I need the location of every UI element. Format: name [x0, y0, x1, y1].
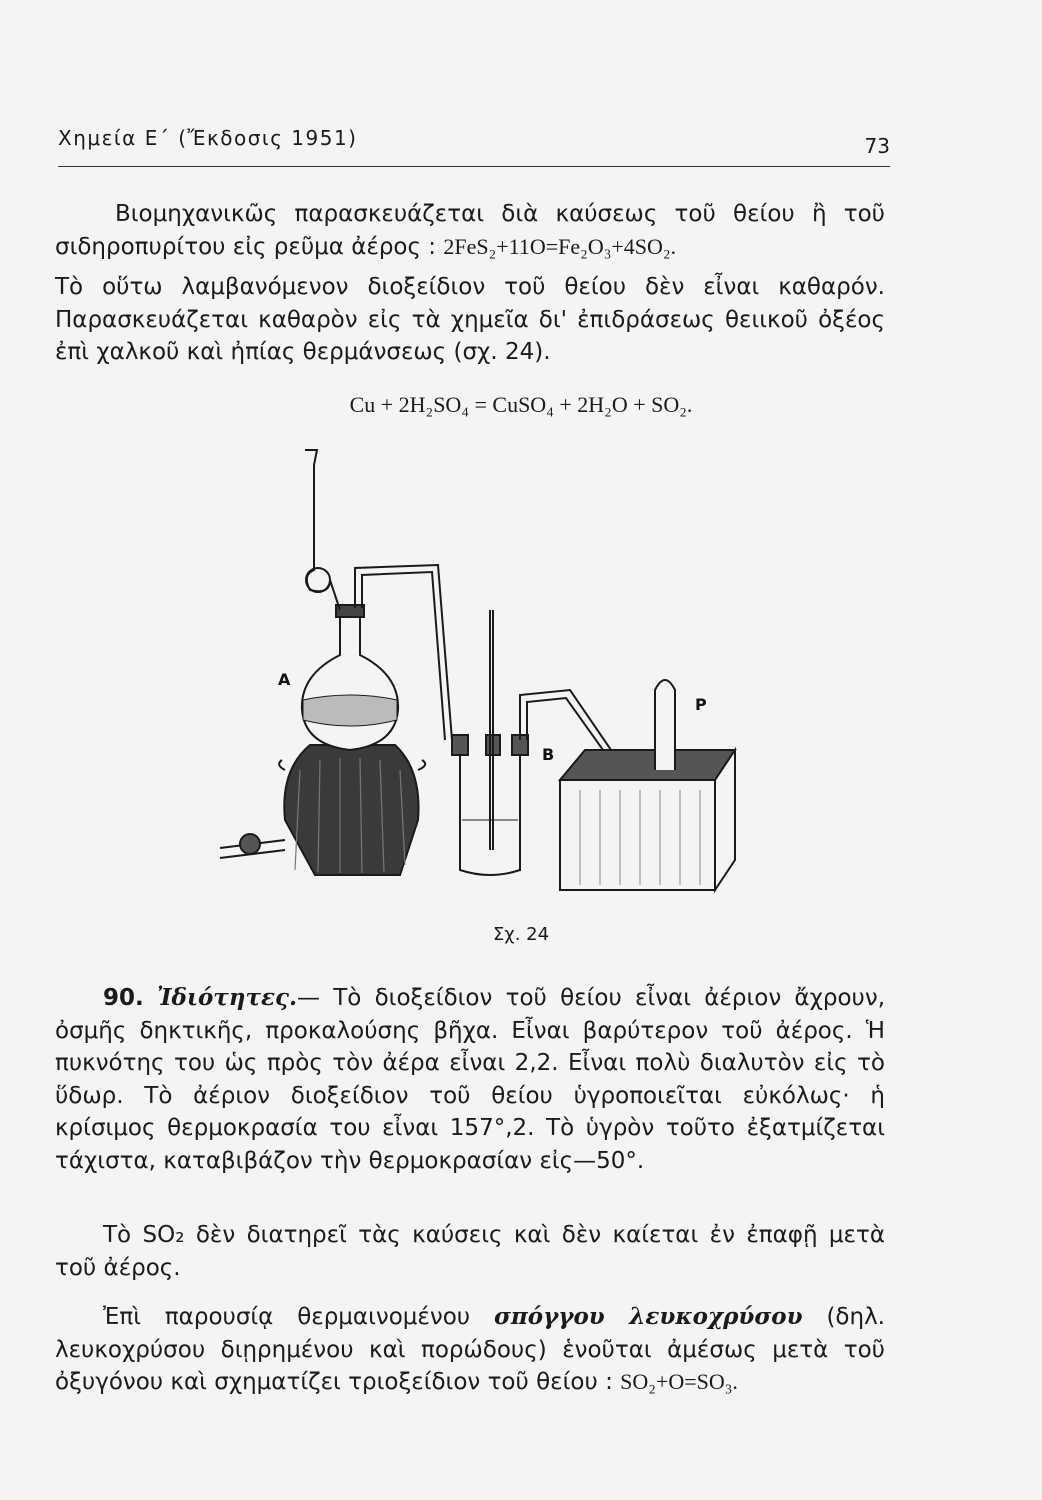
section-90-paragraph-1 [55, 982, 885, 1177]
section-90-text: — Τὸ διοξείδιον τοῦ θείου εἶναι ἀέριον ἄχρουν, ὀσμῆς δηκτικῆς, προκαλούσης βῆχα. Εἶναι βαρύτερον τοῦ ἀέρος. Ἡ πυκνότης του ὡς πρὸς τὸν ἀέρα εἶναι 2,2. Εἶναι πολὺ διαλυτὸν εἰς τὸ ὕδωρ. Τὸ ἀέριον διοξείδιον τοῦ θείου ὑγροποιεῖται εὐκόλως· ἡ κρίσιμος θερμοκρασία του εἶναι 157°,2. Τὸ ὑγρὸν τοῦτο ἐξατμίζεται τάχιστα, καταβιβάζον τὴν θερμοκρασίαν εἰς—50°. [55, 985, 886, 1174]
figure-caption: Σχ. 24 [492, 924, 550, 945]
intro-paragraph-2 [55, 271, 885, 369]
dropping-funnel [305, 450, 340, 610]
intro-p2-text: Τὸ οὕτω λαμβανόμενον διοξείδιον τοῦ θείου δὲν εἶναι καθαρόν. Παρασκευάζεται καθαρὸν εἰς τὰ χημεῖα δι' ἐπιδράσεως θειικοῦ ὀξέος ἐπὶ χαλκοῦ καὶ ἠπίας θερμάνσεως (σχ. 24). [55, 274, 885, 365]
intro-paragraph-1 [55, 198, 885, 263]
page-number: 73 [864, 134, 890, 158]
intro-p1-text: Βιομηχανικῶς παρασκευάζεται διὰ καύσεως τοῦ θείου ἢ τοῦ σιδηροπυρίτου εἰς ρεῦμα ἀέρος : [55, 201, 885, 260]
section-90-p2: Τὸ SO₂ δὲν διατηρεῖ τὰς καύσεις καὶ δὲν καίεται ἐν ἐπαφῇ μετὰ τοῦ ἀέρος. [55, 1222, 885, 1281]
section-heading: Ἰδιότητες. [157, 984, 297, 1011]
burner [284, 745, 418, 875]
label-p: P [695, 695, 707, 714]
intro-p1-equation: 2FeS₂+11O=Fe₂O₃+4SO₂. [443, 233, 677, 259]
section-90-p3-equation: SO₂+O=SO₃. [620, 1369, 738, 1394]
flask-a [302, 615, 398, 750]
trough [560, 750, 735, 780]
reaction-equation: Cu + 2H₂SO₄ = CuSO₄ + 2H₂O + SO₂. [349, 392, 693, 417]
apparatus-figure [190, 440, 750, 920]
section-number: 90. [103, 985, 144, 1011]
label-a: A [278, 670, 291, 689]
header-title: Χημεία Ε΄ (Ἔκδοσις 1951) [58, 126, 358, 150]
running-header [58, 126, 890, 167]
section-90-p3-after: (δηλ. λευκοχρύσου διῃρημένου καὶ πορώδους) ἑνοῦται ἀμέσως μετὰ τοῦ ὀξυγόνου καὶ σχηματίζει τριοξείδιον τοῦ θείου : [55, 1304, 885, 1395]
collecting-tube-p [655, 680, 675, 770]
section-90-paragraph-2 [55, 1219, 885, 1284]
section-90-p3-before: Ἐπὶ παρουσίᾳ θερμαινομένου [103, 1304, 494, 1330]
section-90-p3-emph: σπόγγου λευκοχρύσου [493, 1303, 803, 1330]
section-90-paragraph-3 [55, 1301, 885, 1399]
label-b: B [542, 745, 555, 764]
